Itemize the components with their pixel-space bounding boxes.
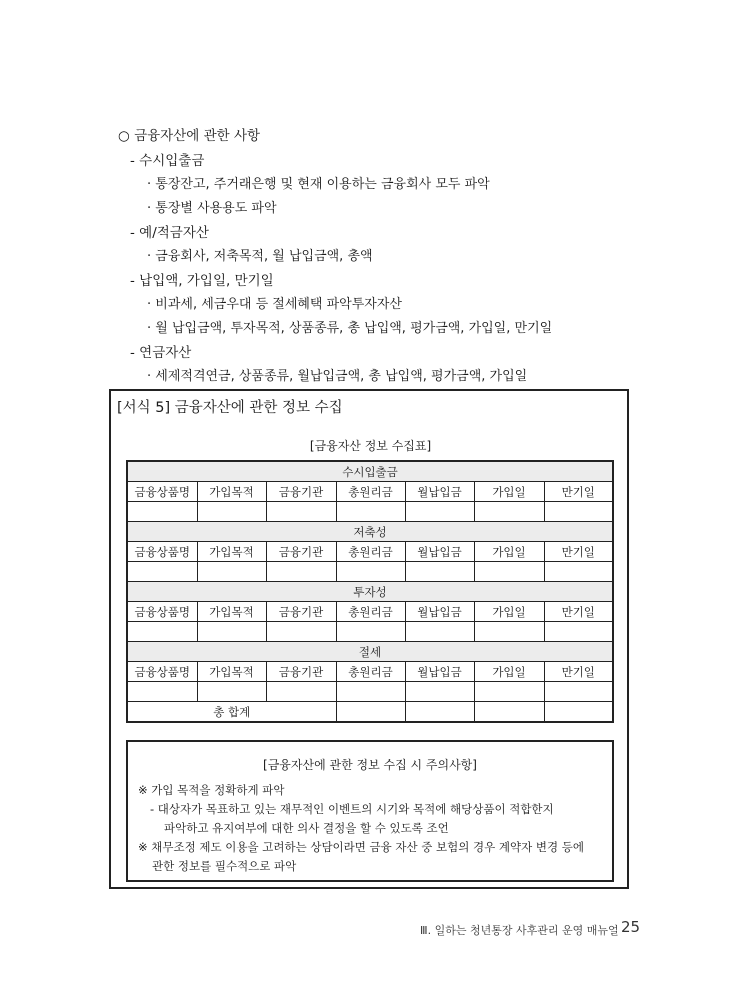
table-cell[interactable]: [266, 562, 336, 582]
item-bullet-3-2: · 월 납입금액, 투자목적, 상품종류, 총 납입액, 평가금액, 가입일, 만기일: [147, 321, 553, 336]
table-cell[interactable]: [197, 502, 266, 522]
table-cell[interactable]: [127, 502, 197, 522]
total-cell[interactable]: [544, 702, 613, 723]
table-cell[interactable]: [474, 562, 544, 582]
table-cell[interactable]: [474, 502, 544, 522]
col-header: 가입목적: [197, 602, 266, 622]
table-cell[interactable]: [266, 622, 336, 642]
col-header: 금융상품명: [127, 542, 197, 562]
table-cell[interactable]: [266, 682, 336, 702]
table-cell[interactable]: [197, 682, 266, 702]
col-header: 월납입금: [405, 542, 474, 562]
col-header: 가입일: [474, 662, 544, 682]
col-header: 만기일: [544, 542, 613, 562]
item-bullet-4-1: · 세제적격연금, 상품종류, 월납입금액, 총 납입액, 평가금액, 가입일: [147, 369, 528, 384]
section-header-demand: 수시입출금: [127, 461, 613, 482]
note-line-3: 파악하고 유지여부에 대한 의사 결정을 할 수 있도록 조언: [164, 821, 449, 835]
note-line-2: - 대상자가 목표하고 있는 재무적인 이벤트의 시기와 목적에 해당상품이 적합한지: [150, 802, 554, 816]
table-row: [127, 682, 613, 702]
table-row: [127, 502, 613, 522]
col-header: 총원리금: [336, 482, 405, 502]
table-cell[interactable]: [544, 502, 613, 522]
col-header: 금융기관: [266, 542, 336, 562]
table-row: [127, 562, 613, 582]
col-header: 총원리금: [336, 662, 405, 682]
note-line-1: ※ 가입 목적을 정확하게 파악: [138, 783, 285, 797]
col-header: 가입목적: [197, 662, 266, 682]
col-header: 금융상품명: [127, 482, 197, 502]
col-header: 금융상품명: [127, 602, 197, 622]
financial-asset-table: [126, 460, 614, 723]
table-cell[interactable]: [544, 682, 613, 702]
section-header-savings: 저축성: [127, 522, 613, 542]
col-header: 만기일: [544, 602, 613, 622]
col-header: 금융상품명: [127, 662, 197, 682]
table-cell[interactable]: [336, 562, 405, 582]
total-cell[interactable]: [474, 702, 544, 723]
col-header: 총원리금: [336, 602, 405, 622]
table-cell[interactable]: [405, 562, 474, 582]
page-number: 25: [621, 918, 641, 936]
total-row: [127, 702, 613, 723]
col-header: 총원리금: [336, 542, 405, 562]
table-cell[interactable]: [544, 562, 613, 582]
col-header: 가입일: [474, 482, 544, 502]
table-cell[interactable]: [336, 682, 405, 702]
col-header: 가입목적: [197, 542, 266, 562]
table-cell[interactable]: [474, 682, 544, 702]
table-row: [127, 622, 613, 642]
notes-title: [금융자산에 관한 정보 수집 시 주의사항]: [263, 758, 477, 772]
total-cell[interactable]: [336, 702, 405, 723]
section-heading: ○ 금융자산에 관한 사항: [118, 128, 261, 144]
col-header: 금융기관: [266, 602, 336, 622]
table-cell[interactable]: [127, 622, 197, 642]
table-cell[interactable]: [405, 682, 474, 702]
item-dash-1: - 수시입출금: [130, 153, 205, 169]
col-header: 금융기관: [266, 482, 336, 502]
item-bullet-3-1: · 비과세, 세금우대 등 절세혜택 파악투자자산: [147, 297, 402, 312]
col-header: 만기일: [544, 662, 613, 682]
table-header-row: [127, 662, 613, 682]
table-cell[interactable]: [405, 502, 474, 522]
table-cell[interactable]: [197, 622, 266, 642]
footer-text: Ⅲ. 일하는 청년통장 사후관리 운영 매뉴얼: [420, 924, 619, 937]
section-header-tax-saving: 절세: [127, 642, 613, 662]
table-header-row: [127, 542, 613, 562]
col-header: 가입목적: [197, 482, 266, 502]
col-header: 가입일: [474, 542, 544, 562]
col-header: 만기일: [544, 482, 613, 502]
table-cell[interactable]: [127, 562, 197, 582]
col-header: 월납입금: [405, 482, 474, 502]
form-title: [서식 5] 금융자산에 관한 정보 수집: [117, 400, 343, 416]
table-cell[interactable]: [336, 622, 405, 642]
note-line-5: 관한 정보를 필수적으로 파악: [152, 859, 297, 873]
table-cell[interactable]: [544, 622, 613, 642]
item-dash-4: - 연금자산: [130, 345, 192, 361]
section-header-investment: 투자성: [127, 582, 613, 602]
col-header: 금융기관: [266, 662, 336, 682]
table-header-row: [127, 602, 613, 622]
item-bullet-1-2: · 통장별 사용용도 파악: [147, 201, 277, 216]
notes-box: [126, 740, 614, 882]
table-caption: [금융자산 정보 수집표]: [309, 439, 432, 453]
table-cell[interactable]: [474, 622, 544, 642]
col-header: 가입일: [474, 602, 544, 622]
item-bullet-1-1: · 통장잔고, 주거래은행 및 현재 이용하는 금융회사 모두 파악: [147, 177, 490, 192]
item-dash-3: - 납입액, 가입일, 만기일: [130, 273, 274, 289]
table-cell[interactable]: [405, 622, 474, 642]
table-cell[interactable]: [266, 502, 336, 522]
item-dash-2: - 예/적금자산: [130, 225, 209, 241]
col-header: 월납입금: [405, 662, 474, 682]
table-header-row: [127, 482, 613, 502]
col-header: 월납입금: [405, 602, 474, 622]
table-cell[interactable]: [336, 502, 405, 522]
note-line-4: ※ 채무조정 제도 이용을 고려하는 상담이라면 금융 자산 중 보험의 경우 계약자 변경 등에: [138, 840, 584, 854]
total-cell[interactable]: [405, 702, 474, 723]
table-cell[interactable]: [127, 682, 197, 702]
total-label: 총 합계: [127, 702, 336, 723]
item-bullet-2-1: · 금융회사, 저축목적, 월 납입금액, 총액: [147, 249, 373, 264]
table-cell[interactable]: [197, 562, 266, 582]
